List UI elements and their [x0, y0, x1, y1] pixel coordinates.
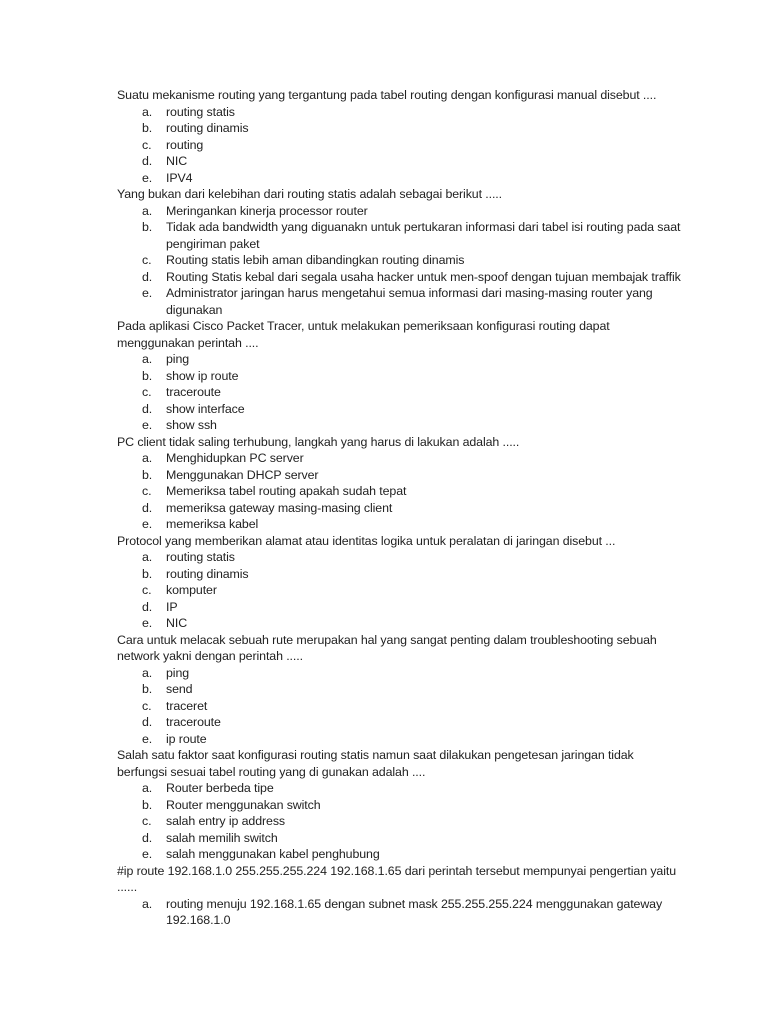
question-text: PC client tidak saling terhubung, langkah yang harus di lakukan adalah ..... — [117, 434, 520, 449]
option-text: routing menuju 192.168.1.65 dengan subnet mask 255.255.255.224 menggunakan gateway 192.168.1.0 — [166, 896, 663, 927]
option-text: komputer — [166, 583, 217, 597]
option-list — [117, 450, 687, 533]
question — [117, 632, 687, 748]
option-text: Router berbeda tipe — [166, 781, 274, 795]
option-letter: b. — [142, 682, 153, 696]
option-text: traceret — [166, 698, 208, 713]
answer-option — [117, 549, 687, 566]
option-list — [117, 665, 687, 748]
option-letter: e. — [142, 616, 153, 630]
option-text: Administrator jaringan harus mengetahui semua informasi dari masing-masing router yang digunakan — [166, 286, 653, 317]
option-text: traceroute — [166, 715, 221, 729]
answer-option — [117, 615, 687, 632]
option-text: show ip route — [166, 368, 239, 383]
option-list — [117, 780, 687, 863]
answer-option — [117, 467, 687, 484]
option-letter: e. — [142, 286, 153, 300]
option-letter: a. — [142, 781, 153, 795]
answer-option — [117, 665, 687, 682]
answer-option — [117, 153, 687, 170]
option-text: ping — [166, 352, 190, 366]
option-letter: b. — [142, 220, 153, 234]
answer-option — [117, 582, 687, 599]
answer-option — [117, 500, 687, 517]
option-letter: d. — [142, 269, 153, 284]
option-letter: c. — [142, 137, 152, 152]
answer-option — [117, 368, 687, 385]
option-text: Tidak ada bandwidth yang diguanakn untuk pertukaran informasi dari tabel isi routing pada saat pengiriman paket — [166, 220, 681, 251]
option-text: NIC — [166, 154, 188, 168]
option-letter: c. — [142, 698, 152, 713]
option-text: Meringankan kinerja processor router — [166, 203, 368, 218]
answer-option — [117, 780, 687, 797]
option-letter: d. — [142, 500, 153, 515]
option-text: routing dinamis — [166, 566, 249, 581]
question — [117, 747, 687, 863]
question-text: Salah satu faktor saat konfigurasi routing statis namun saat dilakukan pengetesan jaringan tidak berfungsi sesuai tabel routing yang di gunakan adalah .... — [117, 748, 634, 779]
question-text: Suatu mekanisme routing yang tergantung pada tabel routing dengan konfigurasi manual disebut .... — [117, 88, 657, 102]
option-text: ip route — [166, 731, 207, 746]
option-letter: a. — [142, 451, 153, 465]
option-letter: c. — [142, 583, 152, 597]
option-text: Routing Statis kebal dari segala usaha hacker untuk men-spoof dengan tujuan membajak traffik — [166, 269, 681, 284]
answer-option — [117, 516, 687, 533]
answer-option — [117, 104, 687, 121]
option-list — [117, 351, 687, 434]
option-text: Routing statis lebih aman dibandingkan routing dinamis — [166, 253, 465, 267]
option-text: Router menggunakan switch — [166, 797, 321, 812]
option-text: salah menggunakan kabel penghubung — [166, 847, 380, 861]
answer-option — [117, 450, 687, 467]
option-list — [117, 203, 687, 319]
answer-option — [117, 137, 687, 154]
question — [117, 533, 687, 632]
option-letter: c. — [142, 253, 152, 267]
option-list — [117, 104, 687, 187]
option-text: show interface — [166, 401, 245, 416]
option-letter: a. — [142, 203, 153, 218]
option-letter: e. — [142, 517, 153, 531]
option-letter: e. — [142, 418, 153, 432]
option-text: routing statis — [166, 550, 235, 564]
option-text: send — [166, 682, 193, 696]
option-letter: b. — [142, 566, 153, 581]
option-text: routing dinamis — [166, 121, 249, 135]
answer-option — [117, 846, 687, 863]
option-letter: e. — [142, 170, 153, 185]
answer-option — [117, 813, 687, 830]
option-letter: b. — [142, 121, 153, 135]
answer-option — [117, 269, 687, 286]
option-text: memeriksa gateway masing-masing client — [166, 500, 393, 515]
option-letter: d. — [142, 715, 153, 729]
question — [117, 434, 687, 533]
answer-option — [117, 599, 687, 616]
option-text: show ssh — [166, 418, 217, 432]
option-text: salah entry ip address — [166, 814, 286, 828]
option-letter: e. — [142, 731, 153, 746]
option-text: salah memilih switch — [166, 830, 278, 845]
answer-option — [117, 203, 687, 220]
option-letter: b. — [142, 797, 153, 812]
option-list — [117, 896, 687, 929]
option-letter: a. — [142, 352, 153, 366]
option-text: Menghidupkan PC server — [166, 451, 304, 465]
option-text: routing — [166, 137, 204, 152]
option-text: routing statis — [166, 104, 235, 119]
option-text: IP — [166, 599, 178, 614]
question-text: Pada aplikasi Cisco Packet Tracer, untuk melakukan pemeriksaan konfigurasi routing dapat menggunakan perintah .... — [117, 319, 610, 350]
option-letter: c. — [142, 814, 152, 828]
option-letter: a. — [142, 550, 153, 564]
question-text: Yang bukan dari kelebihan dari routing statis adalah sebagai berikut ..... — [117, 187, 502, 201]
question-list — [117, 87, 687, 929]
answer-option — [117, 384, 687, 401]
option-letter: d. — [142, 599, 153, 614]
option-letter: c. — [142, 385, 152, 399]
answer-option — [117, 714, 687, 731]
option-letter: d. — [142, 401, 153, 416]
option-letter: d. — [142, 154, 153, 168]
answer-option — [117, 830, 687, 847]
option-text: Menggunakan DHCP server — [166, 467, 319, 482]
option-text: ping — [166, 665, 190, 680]
answer-option — [117, 483, 687, 500]
question — [117, 186, 687, 318]
answer-option — [117, 120, 687, 137]
option-letter: a. — [142, 896, 153, 911]
answer-option — [117, 219, 687, 252]
option-letter: d. — [142, 830, 153, 845]
question-text: Protocol yang memberikan alamat atau identitas logika untuk peralatan di jaringan disebut ... — [117, 533, 616, 548]
answer-option — [117, 566, 687, 583]
answer-option — [117, 797, 687, 814]
option-text: traceroute — [166, 385, 221, 399]
answer-option — [117, 170, 687, 187]
option-text: IPV4 — [166, 170, 193, 185]
question — [117, 318, 687, 434]
answer-option — [117, 417, 687, 434]
option-letter: a. — [142, 665, 153, 680]
answer-option — [117, 698, 687, 715]
option-text: NIC — [166, 616, 188, 630]
question — [117, 863, 687, 929]
option-text: memeriksa kabel — [166, 517, 259, 531]
answer-option — [117, 896, 687, 929]
option-letter: c. — [142, 484, 152, 498]
question — [117, 87, 687, 186]
option-letter: b. — [142, 368, 153, 383]
option-letter: a. — [142, 104, 153, 119]
option-letter: b. — [142, 467, 153, 482]
answer-option — [117, 401, 687, 418]
answer-option — [117, 681, 687, 698]
option-list — [117, 549, 687, 632]
option-letter: e. — [142, 847, 153, 861]
answer-option — [117, 285, 687, 318]
question-text: Cara untuk melacak sebuah rute merupakan hal yang sangat penting dalam troubleshooting sebuah network yakni dengan perintah ..... — [117, 632, 657, 663]
answer-option — [117, 351, 687, 368]
option-text: Memeriksa tabel routing apakah sudah tepat — [166, 484, 407, 498]
answer-option — [117, 731, 687, 748]
answer-option — [117, 252, 687, 269]
question-text: #ip route 192.168.1.0 255.255.255.224 192.168.1.65 dari perintah tersebut mempunyai pengertian yaitu ...... — [117, 863, 677, 894]
